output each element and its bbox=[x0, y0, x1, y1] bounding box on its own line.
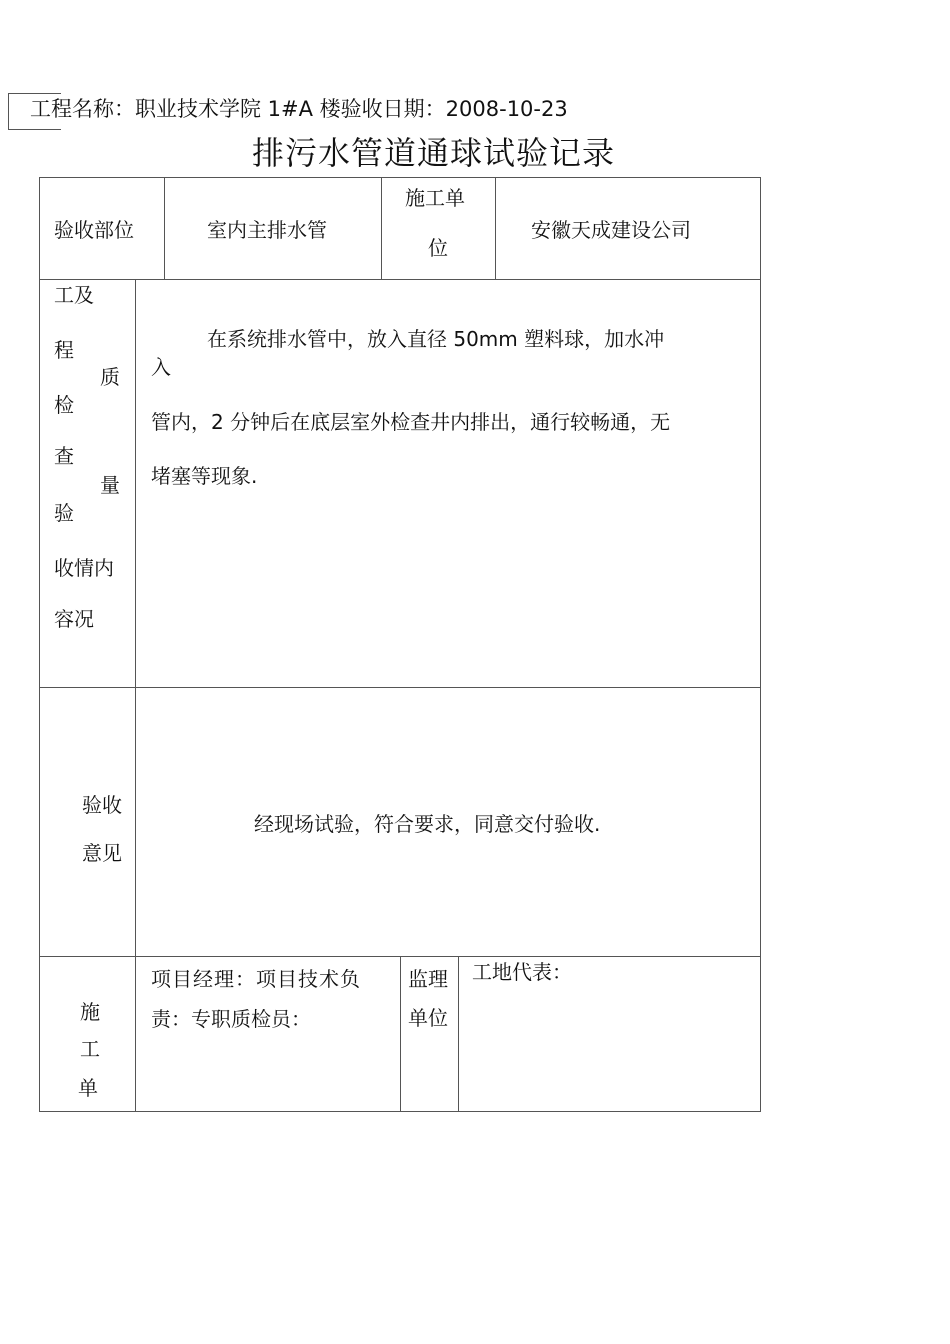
row1-divider-b bbox=[381, 177, 382, 280]
supervision-label-1: 监理 bbox=[408, 967, 448, 991]
inspection-content-line2: 管内，2 分钟后在底层室外检查井内排出，通行较畅通，无 bbox=[151, 410, 671, 434]
header-box-bottom bbox=[8, 129, 61, 130]
inspection-label-frag: 程 bbox=[54, 338, 74, 362]
unit-label-char: 工 bbox=[80, 1037, 100, 1061]
inspection-label-frag: 查 bbox=[54, 444, 74, 468]
row4-divider-b bbox=[458, 956, 459, 1112]
acceptance-part-label: 验收部位 bbox=[54, 218, 134, 242]
project-info-line: 工程名称：职业技术学院 1#A 楼验收日期：2008-10-23 bbox=[30, 97, 568, 121]
inspection-label-frag: 质 bbox=[100, 365, 120, 389]
inspection-label-frag: 收情内 bbox=[54, 556, 114, 580]
inspection-label-frag: 检 bbox=[54, 393, 74, 417]
row-divider-2 bbox=[39, 687, 761, 688]
inspection-content-line3: 堵塞等现象. bbox=[151, 464, 258, 488]
inspection-label-frag: 验 bbox=[54, 501, 74, 525]
row1-divider-c bbox=[495, 177, 496, 280]
page-title: 排污水管道通球试验记录 bbox=[252, 134, 616, 172]
construction-unit-value: 安徽天成建设公司 bbox=[531, 218, 691, 242]
inspection-content-line1: 在系统排水管中，放入直径 50mm 塑料球，加水冲 bbox=[207, 327, 665, 351]
site-representative-label: 工地代表： bbox=[472, 960, 572, 984]
header-box-top bbox=[8, 93, 61, 94]
table-border-top bbox=[39, 177, 761, 178]
signers-line2: 责：专职质检员： bbox=[151, 1007, 311, 1031]
label-column-divider bbox=[135, 279, 136, 1112]
signers-line1: 项目经理：项目技术负 bbox=[151, 967, 361, 991]
opinion-content: 经现场试验，符合要求，同意交付验收. bbox=[254, 812, 601, 836]
supervision-label-2: 单位 bbox=[408, 1006, 448, 1030]
inspection-label-frag: 量 bbox=[100, 473, 120, 497]
acceptance-part-value: 室内主排水管 bbox=[207, 218, 327, 242]
opinion-label-1: 验收 bbox=[82, 793, 122, 817]
table-border-right bbox=[760, 177, 761, 1112]
construction-unit-label-2: 位 bbox=[428, 236, 448, 260]
opinion-label-2: 意见 bbox=[82, 841, 122, 865]
inspection-label-frag: 工及 bbox=[54, 283, 94, 307]
unit-label-char: 施 bbox=[80, 1000, 100, 1024]
row1-divider-a bbox=[164, 177, 165, 280]
table-border-left bbox=[39, 177, 40, 1112]
row-divider-1 bbox=[39, 279, 761, 280]
construction-unit-label-1: 施工单 bbox=[405, 186, 465, 210]
row4-divider-a bbox=[400, 956, 401, 1112]
unit-label-char: 单 bbox=[78, 1076, 98, 1100]
header-box-left bbox=[8, 93, 9, 130]
inspection-content-line1-wrap: 入 bbox=[151, 355, 171, 379]
inspection-label-frag: 容况 bbox=[54, 607, 94, 631]
